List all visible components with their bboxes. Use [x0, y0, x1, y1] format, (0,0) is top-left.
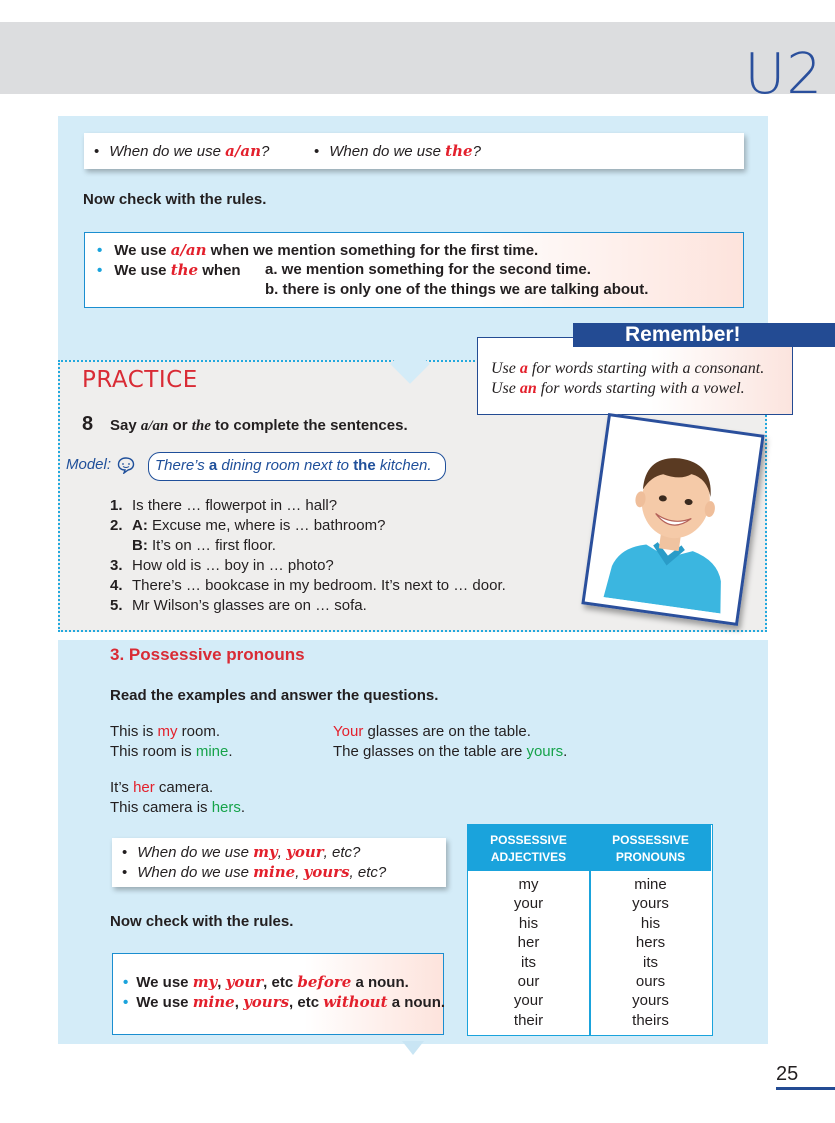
- pronouns-column: mine yours his hers its ours yours theirs: [632, 876, 669, 1029]
- sentence-3: 3. How old is … boy in … photo?: [110, 557, 334, 574]
- articles-rule-2b: b. there is only one of the things we are talking about.: [265, 281, 649, 298]
- remember-title: Remember!: [573, 323, 835, 347]
- articles-question-2: • When do we use the?: [314, 142, 481, 160]
- table-header-pronouns: POSSESSIVE PRONOUNS: [612, 833, 689, 864]
- practice-title: PRACTICE: [82, 367, 198, 393]
- possessives-question-2: • When do we use mine, yours, etc?: [122, 863, 387, 881]
- possessives-check-heading: Now check with the rules.: [110, 913, 294, 930]
- model-label: Model:: [66, 456, 112, 473]
- articles-rule-2: • We use the when: [97, 261, 241, 279]
- boy-photo: [581, 413, 764, 626]
- speech-icon: [117, 456, 135, 474]
- page-number-rule: [776, 1087, 835, 1090]
- sentence-5: 5. Mr Wilson’s glasses are on … sofa.: [110, 597, 367, 614]
- example-3: Your glasses are on the table.: [333, 723, 531, 740]
- possessives-rule-1: • We use my, your, etc before a noun.: [123, 973, 409, 991]
- possessives-questions-box: [112, 838, 446, 887]
- example-2: This room is mine.: [110, 743, 233, 760]
- page-number: 25: [776, 1063, 799, 1085]
- articles-rule-2a: a. we mention something for the second time.: [265, 261, 591, 278]
- possessives-table: [467, 824, 713, 1036]
- sentence-2a: 2. A: Excuse me, where is … bathroom?: [110, 517, 386, 534]
- articles-rule-1: • We use a/an when we mention something for the first time.: [97, 241, 539, 259]
- example-5: It’s her camera.: [110, 779, 214, 796]
- possessives-question-1: • When do we use my, your, etc?: [122, 843, 361, 861]
- remember-box: [477, 337, 793, 415]
- remember-line-1: Use a for words starting with a consonant.: [491, 360, 765, 377]
- down-notch: [402, 1041, 424, 1055]
- articles-check-heading: Now check with the rules.: [83, 191, 267, 208]
- table-header-adjectives: POSSESSIVE ADJECTIVES: [490, 833, 567, 864]
- unit-label: U2: [744, 42, 823, 107]
- articles-rules-box: [84, 232, 744, 308]
- sentence-1: 1. Is there … flowerpot in … hall?: [110, 497, 338, 514]
- articles-question-1: • When do we use a/an?: [94, 142, 270, 160]
- exercise-instruction: Say a/an or the to complete the sentences.: [110, 417, 408, 434]
- sentence-2b: B: It’s on … first floor.: [132, 537, 276, 554]
- possessives-rule-2: • We use mine, yours, etc without a noun.: [123, 993, 446, 1011]
- sentence-4: 4. There’s … bookcase in my bedroom. It’s next to … door.: [110, 577, 506, 594]
- section-title: 3. Possessive pronouns: [110, 645, 305, 664]
- example-4: The glasses on the table are yours.: [333, 743, 568, 760]
- example-1: This is my room.: [110, 723, 221, 740]
- exercise-number: 8: [82, 413, 94, 435]
- articles-questions-box: [84, 133, 744, 169]
- possessives-rules-box: [112, 953, 444, 1035]
- possessives-instruction: Read the examples and answer the questions.: [110, 687, 439, 704]
- example-6: This camera is hers.: [110, 799, 246, 816]
- remember-line-2: Use an for words starting with a vowel.: [491, 380, 745, 397]
- header-band: [0, 22, 835, 107]
- adjectives-column: my your his her its our your their: [513, 876, 544, 1029]
- model-bubble: There’s a dining room next to the kitchen.: [148, 452, 446, 481]
- boy-photo-illustration: [594, 425, 753, 614]
